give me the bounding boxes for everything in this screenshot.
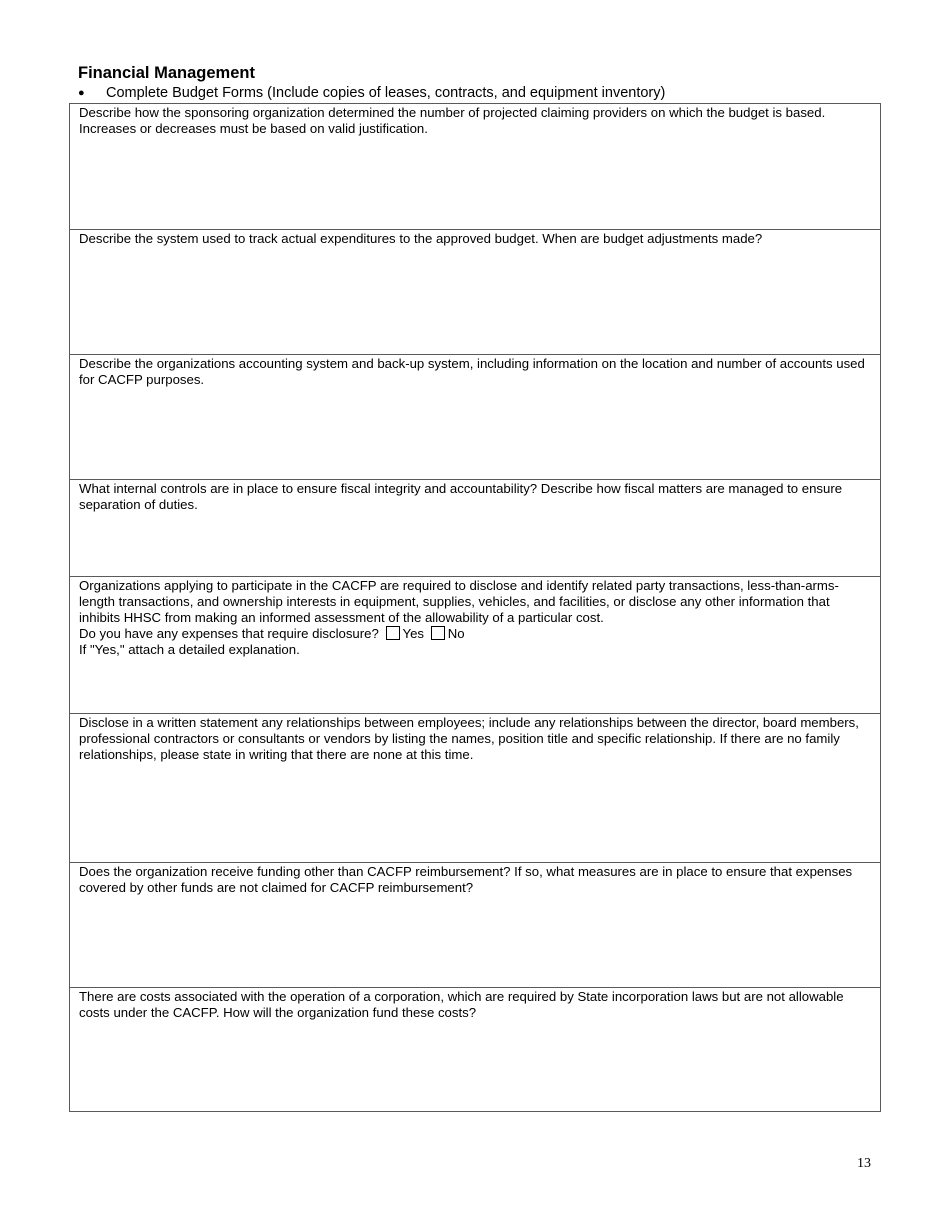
question-text: Describe how the sponsoring organization determined the number of projected claiming providers on which the budget is based. Increases or decreases must be based on valid justification. <box>79 105 826 136</box>
disclosure-row <box>79 626 871 642</box>
question-cell-2[interactable] <box>70 229 880 354</box>
question-text: Disclose in a written statement any relationships between employees; include any relationships between the director, board members, professional contractors or consultants or vendors by listing the names, position title and specific relationship. If there are no family relationships, please state in writing that there are none at this time. <box>79 715 859 762</box>
question-cell-6[interactable] <box>70 713 880 862</box>
page-number: 13 <box>857 1156 871 1171</box>
question-cell-5[interactable] <box>70 576 880 713</box>
question-cell-4[interactable] <box>70 479 880 576</box>
no-label: No <box>447 626 465 641</box>
question-text: Describe the organizations accounting system and back-up system, including information on the location and number of accounts used for CACFP purposes. <box>79 356 865 387</box>
question-text: Organizations applying to participate in the CACFP are required to disclose and identify related party transactions, less-than-arms-length transactions, and ownership interests in equipment, supplies, vehicles, and facilities, or disclose any other information that inhibits HHSC from making an informed assessment of the allowability of a particular cost. <box>79 578 839 625</box>
disclosure-followup: If "Yes," attach a detailed explanation. <box>79 642 300 657</box>
question-cell-7[interactable] <box>70 862 880 987</box>
section-title: Financial Management <box>78 64 255 82</box>
disclosure-prompt: Do you have any expenses that require disclosure? <box>79 626 379 641</box>
yes-label: Yes <box>402 626 425 641</box>
bullet-text: Complete Budget Forms (Include copies of leases, contracts, and equipment inventory) <box>106 85 666 101</box>
bullet-icon: ● <box>78 87 85 99</box>
no-checkbox[interactable] <box>431 626 445 640</box>
question-cell-1[interactable] <box>70 104 880 229</box>
question-cell-8[interactable] <box>70 987 880 1111</box>
yes-checkbox[interactable] <box>386 626 400 640</box>
question-text: Describe the system used to track actual expenditures to the approved budget. When are budget adjustments made? <box>79 231 763 246</box>
question-text: There are costs associated with the operation of a corporation, which are required by State incorporation laws but are not allowable costs under the CACFP. How will the organization fund these costs? <box>79 989 844 1020</box>
question-cell-3[interactable] <box>70 354 880 479</box>
bullet-item <box>78 85 665 101</box>
financial-form-table <box>69 103 881 1112</box>
question-text: What internal controls are in place to ensure fiscal integrity and accountability? Describe how fiscal matters are managed to ensure separation of duties. <box>79 481 843 512</box>
question-text: Does the organization receive funding other than CACFP reimbursement? If so, what measures are in place to ensure that expenses covered by other funds are not claimed for CACFP reimbursement? <box>79 864 853 895</box>
